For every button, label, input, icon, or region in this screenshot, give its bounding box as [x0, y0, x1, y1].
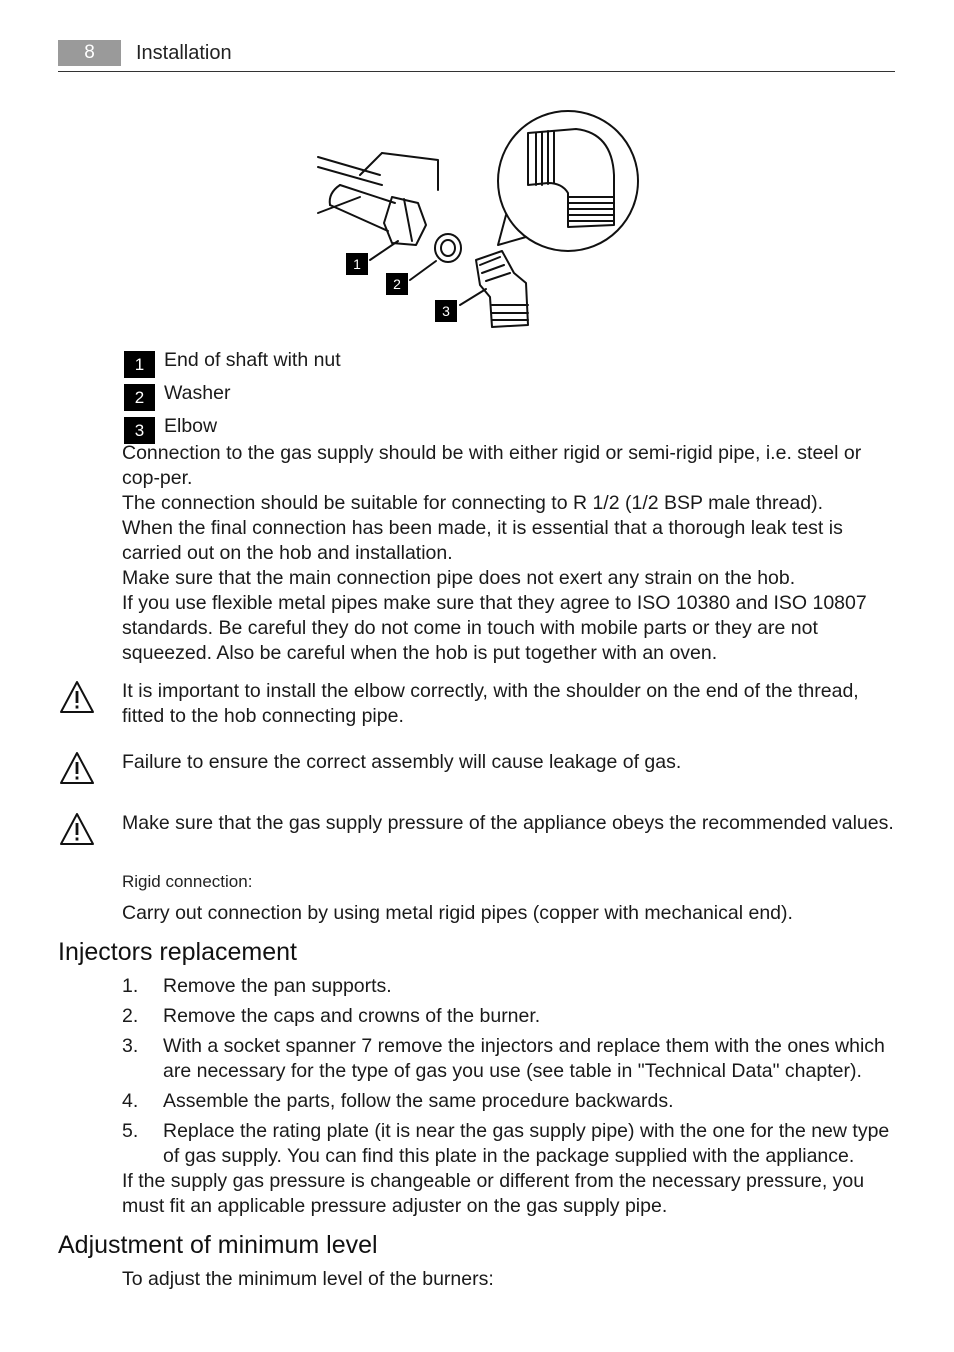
step-text: Remove the pan supports.	[163, 975, 392, 997]
connection-illustration	[300, 105, 650, 340]
legend-text: End of shaft with nut	[164, 349, 341, 371]
warning-triangle-icon	[58, 811, 96, 847]
step-text: Assemble the parts, follow the same procedure backwards.	[163, 1090, 674, 1112]
injectors-heading: Injectors replacement	[58, 938, 298, 966]
warning-triangle-icon	[58, 750, 96, 786]
step-text: Remove the caps and crowns of the burner.	[163, 1005, 541, 1027]
step-text: With a socket spanner 7 remove the injectors and replace them with the ones which are necessary for the type of gas you use (see table in "Technical Data" chapter).	[163, 1035, 885, 1082]
warning-triangle-icon	[58, 679, 96, 715]
step-number: 4.	[122, 1090, 139, 1112]
adjustment-heading: Adjustment of minimum level	[58, 1231, 378, 1259]
legend-text: Elbow	[164, 415, 218, 437]
section-title: Installation	[136, 42, 232, 64]
adjustment-intro: To adjust the minimum level of the burners:	[122, 1268, 494, 1290]
svg-text:2: 2	[393, 276, 401, 292]
legend-number: 2	[124, 384, 155, 411]
legend-number: 1	[124, 351, 155, 378]
paragraph: Make sure that the main connection pipe does not exert any strain on the hob.	[122, 567, 796, 589]
step-number: 5.	[122, 1120, 139, 1142]
paragraph: The connection should be suitable for connecting to R 1/2 (1/2 BSP male thread).	[122, 492, 823, 514]
step-text: Replace the rating plate (it is near the gas supply pipe) with the one for the new type of gas supply. You can find this plate in the package supplied with the appliance.	[163, 1120, 890, 1167]
warning-text: It is important to install the elbow correctly, with the shoulder on the end of the thread, fitted to the hob connecting pipe.	[122, 680, 859, 727]
figure-callout	[386, 273, 408, 295]
paragraph: If you use flexible metal pipes make sure that they agree to ISO 10380 and ISO 10807 standards. Be careful they do not come in touch with mobile parts or they are not squeezed. Also be careful when the hob is put together with an oven.	[122, 592, 867, 664]
step-number: 2.	[122, 1005, 139, 1027]
list-item	[122, 1004, 897, 1029]
rigid-connection-label: Rigid connection:	[122, 872, 253, 891]
legend-text: Washer	[164, 382, 231, 404]
step-number: 3.	[122, 1035, 139, 1057]
legend-number: 3	[124, 417, 155, 444]
page-header	[58, 40, 895, 72]
paragraph: When the final connection has been made, it is essential that a thorough leak test is carried out on the hob and installation.	[122, 517, 843, 564]
figure-callout	[435, 300, 457, 322]
rigid-connection-text: Carry out connection by using metal rigid pipes (copper with mechanical end).	[122, 902, 793, 924]
paragraph: Connection to the gas supply should be with either rigid or semi-rigid pipe, i.e. steel or cop-per.	[122, 442, 862, 489]
connection-paragraphs	[122, 441, 897, 666]
svg-text:3: 3	[442, 303, 450, 319]
figure-callout	[346, 253, 368, 275]
list-item	[122, 1034, 897, 1084]
list-item	[122, 1089, 897, 1114]
step-number: 1.	[122, 975, 139, 997]
list-item	[122, 974, 897, 999]
injectors-note: If the supply gas pressure is changeable or different from the necessary pressure, you must fit an applicable pressure adjuster on the gas supply pipe.	[122, 1170, 865, 1217]
injectors-steps	[122, 974, 897, 1219]
page-number: 8	[58, 40, 121, 66]
warning-text: Failure to ensure the correct assembly will cause leakage of gas.	[122, 751, 682, 773]
warning-text: Make sure that the gas supply pressure of the appliance obeys the recommended values.	[122, 812, 894, 834]
svg-text:1: 1	[353, 256, 361, 272]
list-item	[122, 1119, 897, 1169]
